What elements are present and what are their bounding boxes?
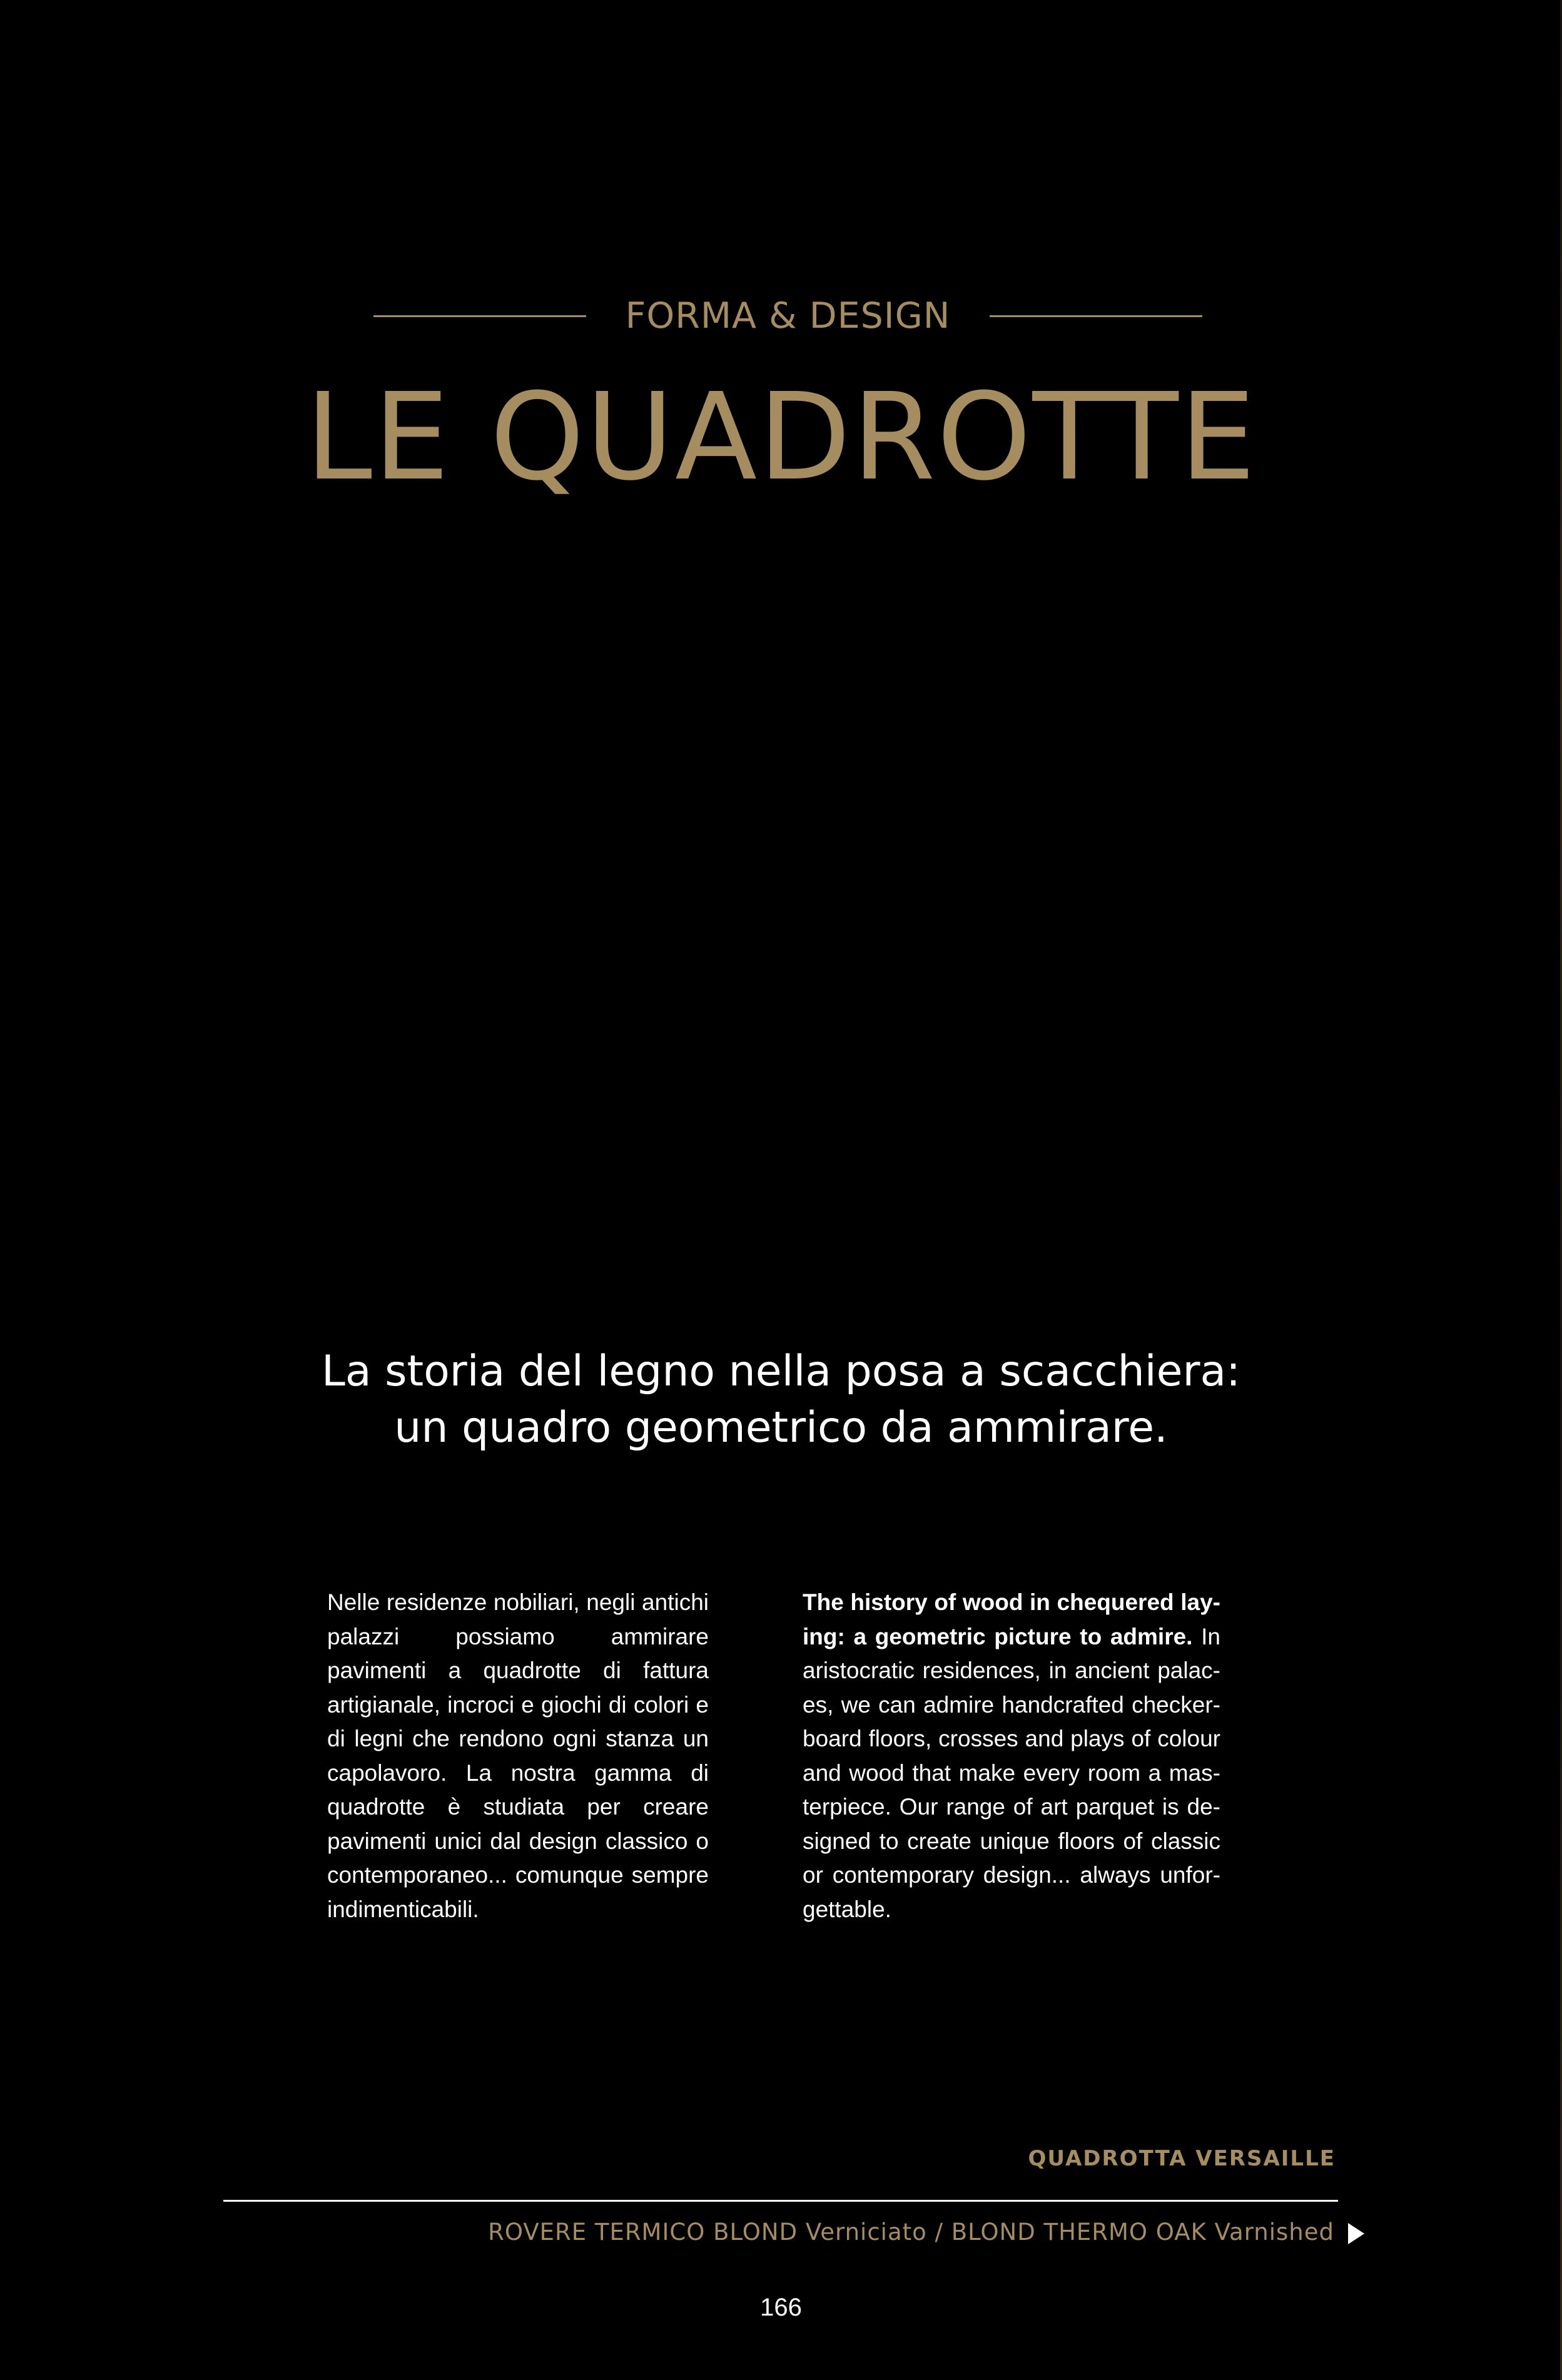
body-english-text: In aristocratic residences, in ancient palaces, we can admire handcrafted checkerboard floors, crosses and plays of colour and wood that make every room a masterpiece. Our range of art parquet is designed to create unique floors of classic or contemporary design... always unforgettable. [803, 1623, 1220, 1922]
page-title: LE QUADROTTE [305, 368, 1257, 507]
body-text-english [803, 1586, 1220, 1927]
body-text-italian: Nelle residenze nobiliari, negli antichi palazzi possiamo ammirare pavimenti a quadrotte di fattura artigianale, incroci e giochi di colori e di legni che rendono ogni stanza un capolavoro. La nostra gamma di quadrotte è studiata per creare pavimenti unici dal design classico o contemporaneo... comunque sempre indimenticabili. [327, 1589, 709, 1922]
page-number: 166 [760, 2294, 802, 2321]
product-name: QUADROTTA VERSAILLE [1028, 2146, 1336, 2171]
subtitle [0, 1344, 1562, 1456]
footer-divider [223, 2200, 1338, 2202]
kicker-rule-right [990, 315, 1202, 317]
body-english-lead: The history of wood in chequered laying: a geometric picture to admire. [803, 1589, 1220, 1649]
product-description: ROVERE TERMICO BLOND Verniciato / BLOND THERMO OAK Varnished [488, 2219, 1334, 2246]
kicker-rule-left [373, 315, 586, 317]
subtitle-line-1: La storia del legno nella posa a scacchiera: [321, 1347, 1241, 1396]
section-kicker: FORMA & DESIGN [625, 295, 951, 337]
subtitle-line-2: un quadro geometrico da ammirare. [394, 1403, 1168, 1452]
kicker-row [373, 294, 1202, 338]
play-arrow-icon [1348, 2223, 1364, 2244]
